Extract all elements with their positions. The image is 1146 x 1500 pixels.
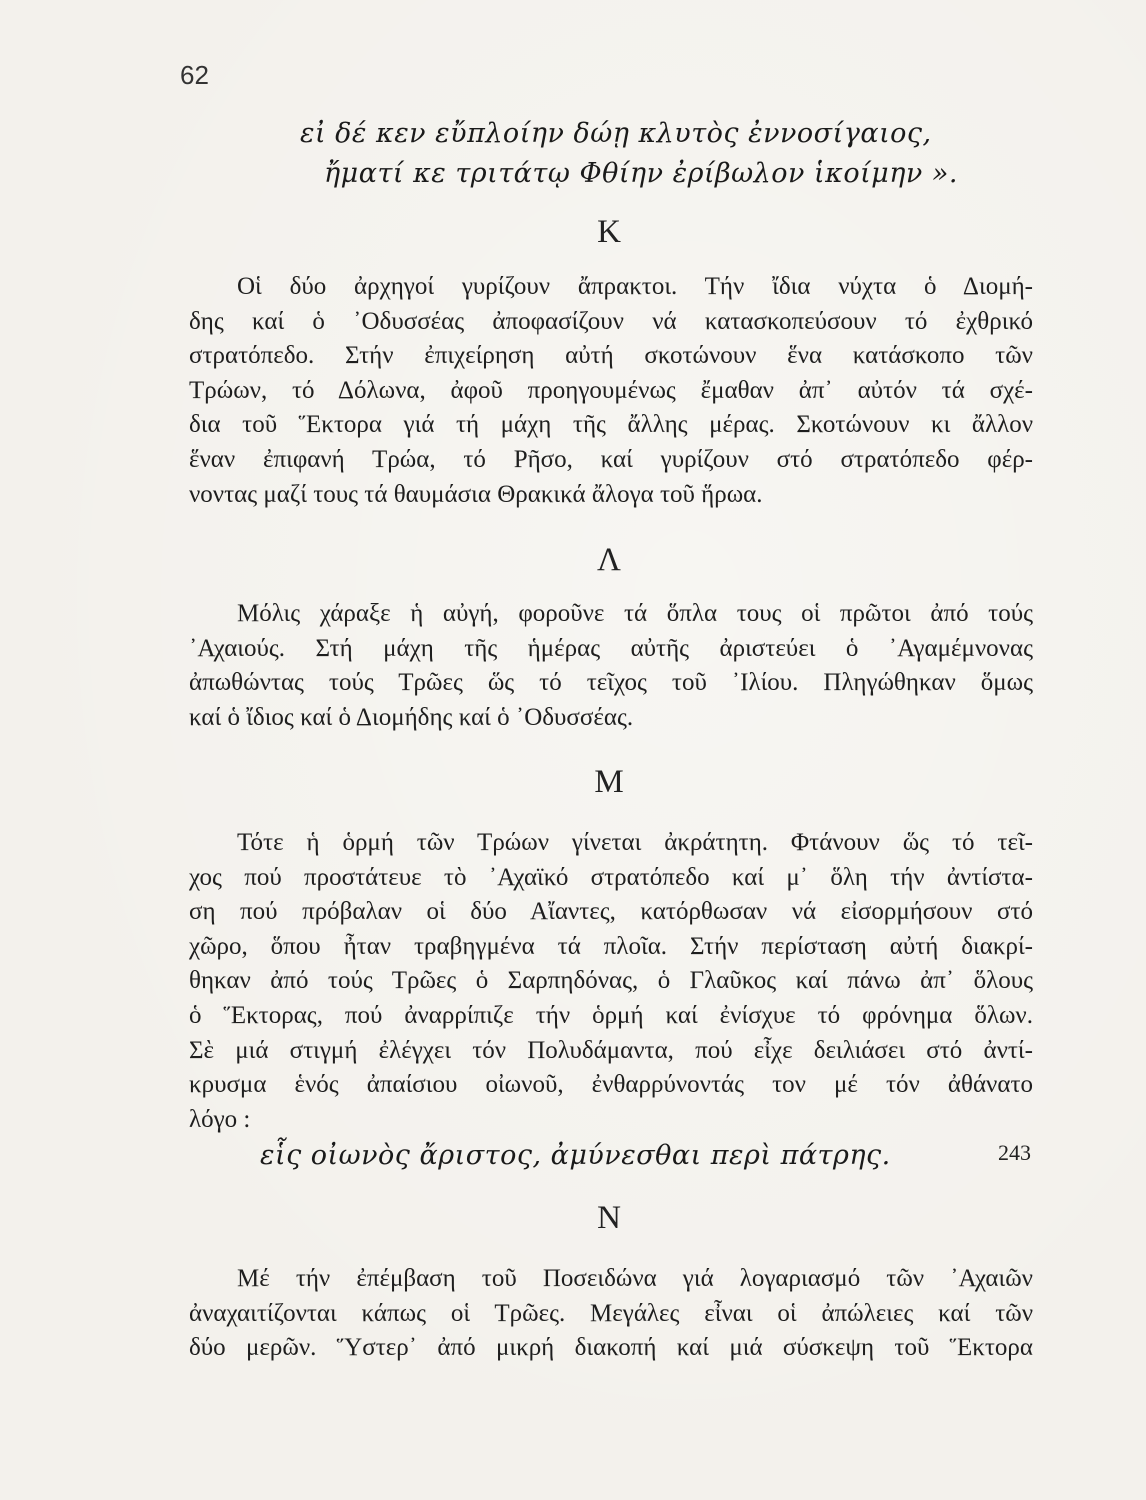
text-line: ἀναχαιτίζονται κάπως οἱ Τρῶες. Μεγάλες εἶναι οἱ ἀπώλειες καί τῶν	[189, 1299, 1033, 1327]
text-line: καί ὁ ἴδιος καί ὁ Διομήδης καί ὁ ᾿Οδυσσέας.	[189, 703, 634, 731]
text-line: δύο μερῶν. Ὕστερ᾿ ἀπό μικρή διακοπή καί μιά σύσκεψη τοῦ Ἕκτορα	[189, 1334, 1033, 1362]
text-line: θηκαν ἀπό τούς Τρῶες ὁ Σαρπηδόνας, ὁ Γλαῦκος καί πάνω ἀπ᾿ ὅλους	[189, 967, 1033, 995]
section-heading-lambda: Λ	[597, 542, 621, 578]
text-line: στρατόπεδο. Στήν ἐπιχείρηση αὐτή σκοτώνουν ἕνα κατάσκοπο τῶν	[189, 342, 1033, 370]
verse-line-2: ἤματί κε τριτάτῳ Φθίην ἐρίβωλον ἱκοίμην ».	[324, 158, 958, 189]
paragraph-kappa	[189, 270, 1033, 512]
text-line: χος πού προστάτευε τὸ ᾿Αχαϊκό στρατόπεδο καί μ᾿ ὅλη τήν ἀντίστα-	[189, 863, 1033, 891]
text-line: κρυσμα ἑνός ἀπαίσιου οἰωνοῦ, ἐνθαρρύνοντάς τον μέ τόν ἀθάνατο	[189, 1071, 1033, 1099]
text-line: Μόλις χάραξε ἡ αὐγή, φοροῦνε τά ὅπλα τους οἱ πρῶτοι ἀπό τούς	[237, 600, 1033, 627]
paragraph-mu	[189, 826, 1033, 1137]
section-heading-kappa: Κ	[597, 214, 621, 250]
verse-line-1: εἰ δέ κεν εὔπλοίην δώῃ κλυτὸς ἐννοσίγαιος,	[300, 118, 932, 149]
text-line: δια τοῦ Ἕκτορα γιά τή μάχη τῆς ἄλλης μέρας. Σκοτώνουν κι ἄλλον	[189, 411, 1033, 439]
text-line: Τότε ἡ ὁρμή τῶν Τρώων γίνεται ἀκράτητη. Φτάνουν ὥς τό τεῖ-	[237, 829, 1033, 856]
section-heading-mu: Μ	[594, 764, 624, 800]
quoted-verse: εἷς οἰωνὸς ἄριστος, ἀμύνεσθαι περὶ πάτρης.	[260, 1140, 891, 1171]
section-heading-nu: Ν	[597, 1200, 621, 1236]
verse-line-number: 243	[998, 1140, 1031, 1165]
text-line: χῶρο, ὅπου ἦταν τραβηγμένα τά πλοῖα. Στήν περίσταση αὐτή διακρί-	[189, 932, 1033, 960]
text-line: Σὲ μιά στιγμή ἐλέγχει τόν Πολυδάμαντα, πού εἶχε δειλιάσει στό ἀντί-	[189, 1036, 1033, 1064]
text-line: ᾿Αχαιούς. Στή μάχη τῆς ἡμέρας αὐτῆς ἀριστεύει ὁ ᾿Αγαμέμνονας	[189, 634, 1033, 662]
text-line: νοντας μαζί τους τά θαυμάσια Θρακικά ἄλογα τοῦ ἥρωα.	[189, 480, 763, 508]
text-line: δης καί ὁ ᾿Οδυσσέας ἀποφασίζουν νά κατασκοπεύσουν τό ἐχθρικό	[189, 307, 1033, 335]
text-line: ὁ Ἕκτορας, πού ἀναρρίπιζε τήν ὁρμή καί ἐνίσχυε τό φρόνημα ὅλων.	[189, 1001, 1033, 1029]
page-number: 62	[180, 60, 209, 90]
text-line: ἀπωθώντας τούς Τρῶες ὥς τό τεῖχος τοῦ ᾿Ιλίου. Πληγώθηκαν ὅμως	[189, 669, 1033, 697]
paragraph-lambda	[189, 597, 1033, 735]
text-line: ἕναν ἐπιφανή Τρώα, τό Ρῆσο, καί γυρίζουν στό στρατόπεδο φέρ-	[189, 445, 1033, 473]
text-line: ση πού πρόβαλαν οἱ δύο Αἴαντες, κατόρθωσαν νά εἰσορμήσουν στό	[189, 898, 1033, 926]
text-line: Τρώων, τό Δόλωνα, ἀφοῦ προηγουμένως ἔμαθαν ἀπ᾿ αὐτόν τά σχέ-	[189, 376, 1033, 404]
text-line: Μέ τήν ἐπέμβαση τοῦ Ποσειδώνα γιά λογαριασμό τῶν ᾿Αχαιῶν	[237, 1265, 1033, 1292]
text-line: Οἱ δύο ἀρχηγοί γυρίζουν ἄπρακτοι. Τήν ἴδια νύχτα ὁ Διομή-	[237, 273, 1033, 300]
text-line: λόγο :	[189, 1105, 251, 1133]
paragraph-nu	[189, 1262, 1033, 1366]
